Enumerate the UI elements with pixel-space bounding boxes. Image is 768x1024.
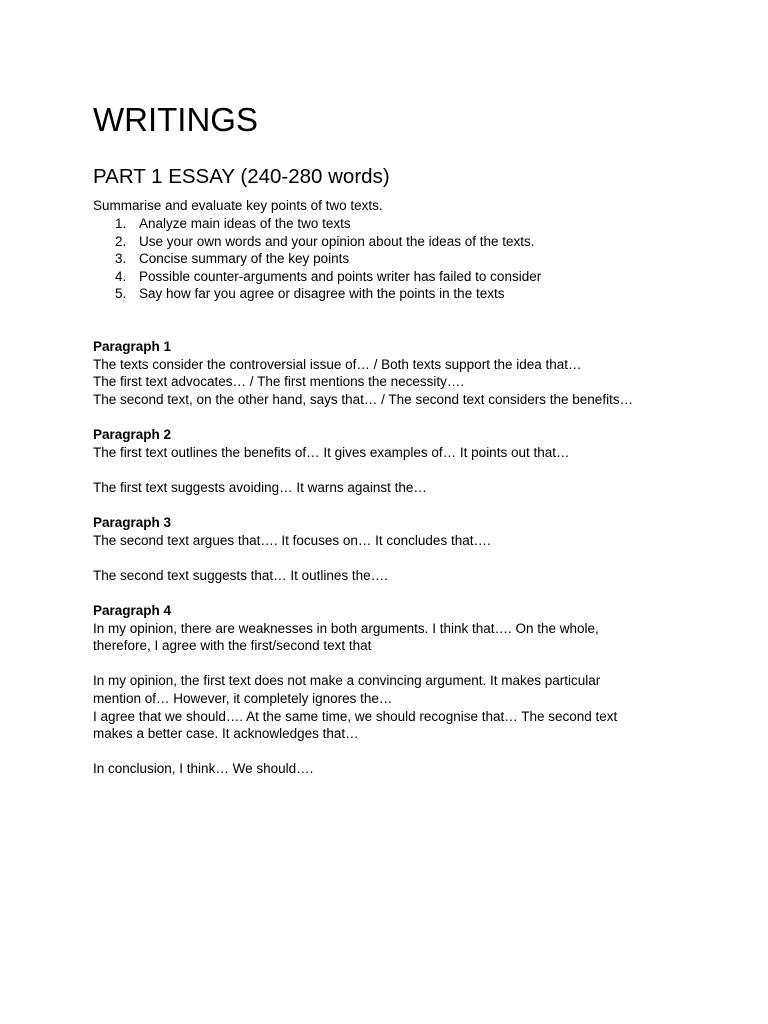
paragraph-4-section (93, 602, 617, 778)
paragraph-line: In my opinion, there are weaknesses in both arguments. I think that…. On the whole, (93, 620, 599, 636)
paragraph-line: The first text outlines the benefits of… It gives examples of… It points out that… (93, 444, 570, 460)
paragraph-line: The texts consider the controversial issue of… / Both texts support the idea that… (93, 356, 582, 372)
list-item-text: Use your own words and your opinion about the ideas of the texts. (139, 233, 535, 249)
list-item-text: Say how far you agree or disagree with the points in the texts (139, 286, 505, 302)
intro-text: Summarise and evaluate key points of two texts. (93, 198, 383, 213)
list-item (93, 215, 541, 233)
paragraph-line: makes a better case. It acknowledges that… (93, 726, 359, 742)
task-list (93, 215, 541, 303)
paragraph-line: The second text, on the other hand, says that… / The second text considers the benefits… (93, 391, 634, 407)
list-number: 5. (115, 286, 127, 302)
list-item-text: Possible counter-arguments and points writer has failed to consider (139, 268, 542, 284)
paragraph-heading: Paragraph 4 (93, 603, 172, 618)
line-gap (93, 655, 617, 673)
list-number: 2. (115, 233, 127, 249)
document-title: WRITINGS (93, 101, 258, 138)
part-heading: PART 1 ESSAY (240-280 words) (93, 165, 390, 188)
list-number: 3. (115, 251, 127, 267)
paragraph-1-section (93, 338, 633, 408)
paragraph-line: The first text advocates… / The first mentions the necessity…. (93, 374, 465, 390)
line-gap (93, 549, 491, 567)
list-item (93, 233, 541, 251)
paragraph-line: The second text suggests that… It outlines the…. (93, 567, 388, 583)
paragraph-line: mention of… However, it completely ignores the… (93, 690, 393, 706)
paragraph-heading: Paragraph 2 (93, 427, 172, 442)
paragraph-heading: Paragraph 1 (93, 339, 172, 354)
paragraph-heading: Paragraph 3 (93, 515, 172, 530)
list-item-text: Analyze main ideas of the two texts (139, 216, 351, 231)
list-number: 4. (115, 268, 127, 284)
line-gap (93, 461, 569, 479)
paragraph-2-section (93, 426, 569, 496)
paragraph-line: In conclusion, I think… We should…. (93, 761, 314, 777)
paragraph-line: The first text suggests avoiding… It warns against the… (93, 479, 427, 495)
list-item (93, 250, 541, 268)
paragraph-line: I agree that we should…. At the same time, we should recognise that… The second text (93, 708, 618, 724)
paragraph-line: The second text argues that…. It focuses on… It concludes that…. (93, 532, 491, 548)
paragraph-line: In my opinion, the first text does not make a convincing argument. It makes particular (93, 673, 601, 689)
paragraph-line: therefore, I agree with the first/second text that (93, 638, 372, 654)
paragraph-3-section (93, 514, 491, 584)
list-item (93, 285, 541, 303)
list-number: 1. (115, 216, 127, 231)
list-item (93, 268, 541, 286)
list-item-text: Concise summary of the key points (139, 251, 350, 267)
line-gap (93, 743, 617, 761)
